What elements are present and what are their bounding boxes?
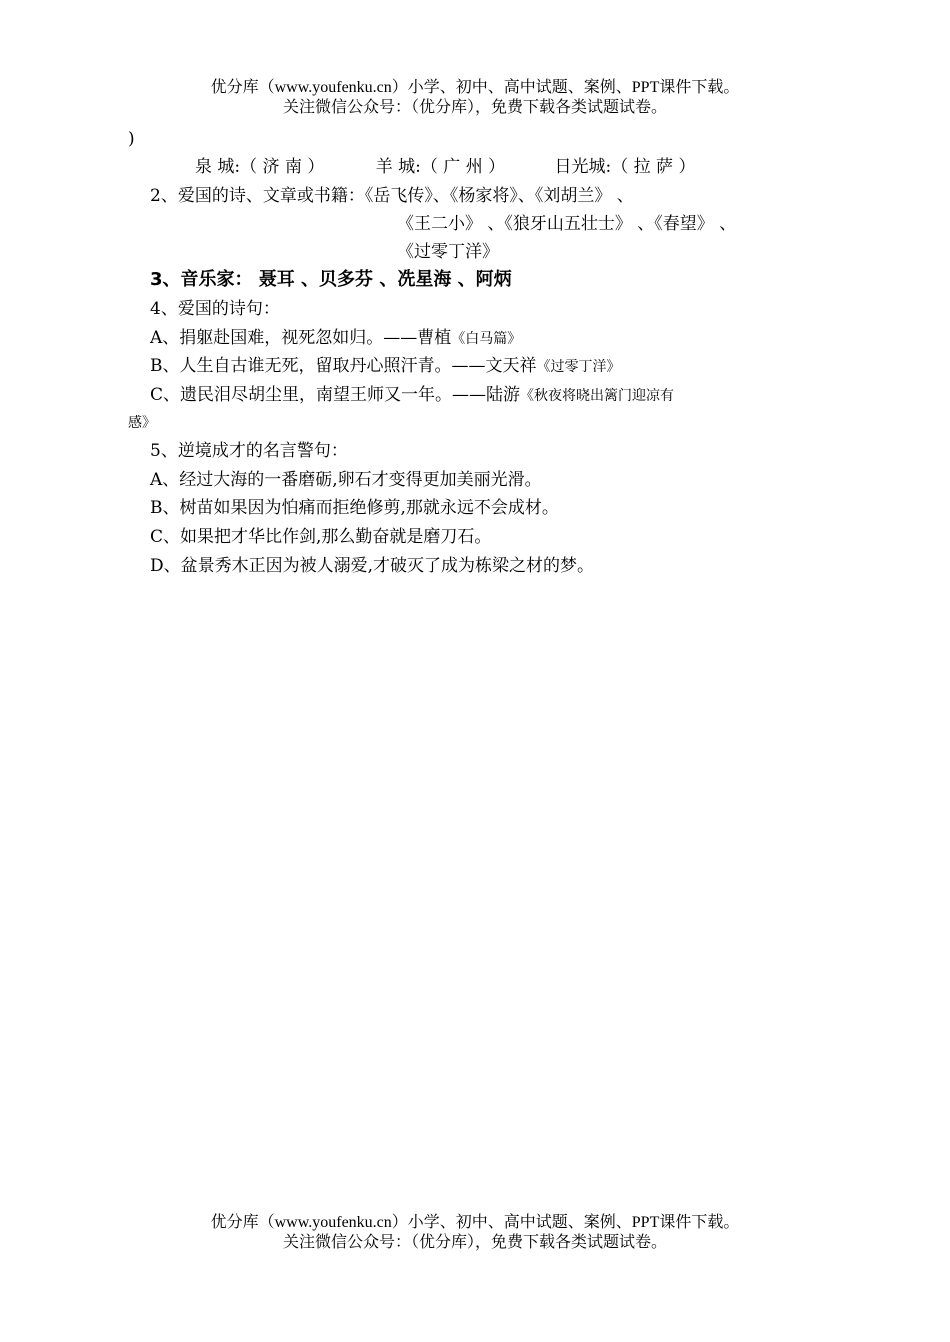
quote-c: C、如果把才华比作剑,那么勤奋就是磨刀石。 [150,527,492,547]
footer-line-2: 关注微信公众号：（优分库），免费下载各类试题试卷。 [282,1234,667,1251]
quote-b: B、树苗如果因为怕痛而拒绝修剪,那就永远不会成材。 [150,498,559,518]
item-4-b [150,355,621,378]
item-2-books-cont-2: 《过零丁洋》 [397,242,499,262]
item-4-c [150,384,674,407]
poem-source-c-cont: 感》 [128,415,156,431]
city-quancheng: 泉 城:（ 济 南 ） [195,157,325,177]
poem-line-a: A、捐躯赴国难，视死忽如归。——曹植 [150,328,452,348]
item-3-musicians: 3、音乐家： 聂耳 、贝多芬 、冼星海 、阿炳 [150,269,512,290]
city-yangcheng: 羊 城:（ 广 州 ） [375,157,506,177]
closing-paren: ) [128,129,135,149]
item-5-title: 5、逆境成才的名言警句： [150,441,348,461]
poem-line-c: C、遗民泪尽胡尘里，南望王师又一年。——陆游 [150,385,521,405]
city-riguangcheng: 日光城:（ 拉 萨 ） [554,157,696,177]
poem-source-b: 《过零丁洋》 [536,359,621,375]
item-4-title: 4、爱国的诗句： [150,299,280,319]
header-line-2: 关注微信公众号：（优分库），免费下载各类试题试卷。 [282,99,667,116]
poem-source-a: 《白马篇》 [451,331,522,347]
quote-d: D、盆景秀木正因为被人溺爱,才破灭了成为栋梁之材的梦。 [150,556,595,576]
item-4-a [150,327,521,350]
item-2-books: 2、爱国的诗、文章或书籍：《岳飞传》、《杨家将》、《刘胡兰》 、 [150,186,634,206]
poem-line-b: B、人生自古谁无死，留取丹心照汗青。——文天祥 [150,356,537,376]
item-2-books-cont-1: 《王二小》 、《狼牙山五壮士》 、《春望》 、 [397,214,737,234]
header-line-1: 优分库（www.youfenku.cn）小学、初中、高中试题、案例、PPT课件下载。 [210,79,740,96]
footer-line-1: 优分库（www.youfenku.cn）小学、初中、高中试题、案例、PPT课件下载。 [210,1214,740,1231]
quote-a: A、经过大海的一番磨砺,卵石才变得更加美丽光滑。 [150,470,542,490]
poem-source-c: 《秋夜将晓出篱门迎凉有 [520,388,675,404]
city-nicknames-row [195,156,695,178]
